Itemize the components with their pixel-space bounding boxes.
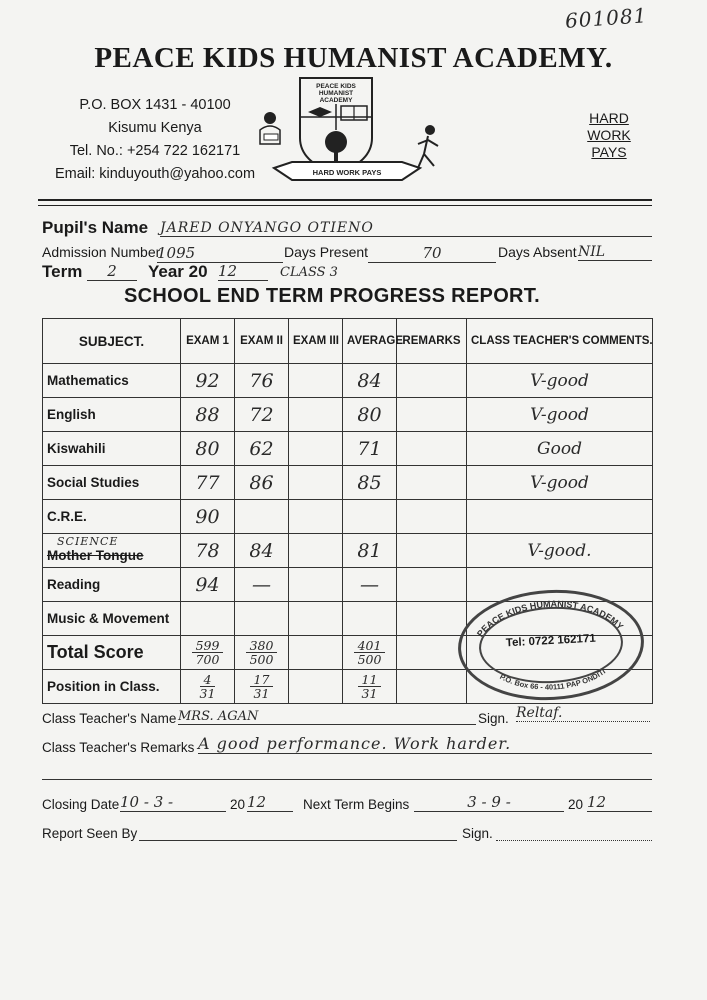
- location: Kisumu Kenya: [108, 120, 202, 136]
- total-exam2-cell: [235, 636, 289, 670]
- exam2-cell: 72: [235, 398, 289, 432]
- remarks-cell: [397, 398, 467, 432]
- exam3-cell: [289, 500, 343, 534]
- table-row: [43, 466, 653, 500]
- comment-cell: V-good: [467, 398, 653, 432]
- email: Email: kinduyouth@yahoo.com: [54, 166, 256, 182]
- motto-line: PAYS: [591, 144, 627, 160]
- stamp-bottom-text: P.O. Box 66 - 40111 PAP ONDITI: [498, 666, 608, 692]
- table-row: [43, 534, 653, 568]
- school-stamp: [455, 585, 647, 705]
- exam3-cell: [289, 534, 343, 568]
- svg-text:PEACE KIDS: PEACE KIDS: [316, 83, 356, 90]
- exam3-cell: [289, 568, 343, 602]
- fraction: [192, 639, 224, 666]
- comment-cell: V-good.: [467, 534, 653, 568]
- pupil-name-value: JARED ONYANGO OTIENO: [160, 220, 652, 237]
- remarks-cell: [397, 500, 467, 534]
- fraction-numerator: 599: [192, 639, 224, 653]
- fraction-numerator: 4: [200, 673, 216, 687]
- fraction-numerator: 17: [250, 673, 274, 687]
- admission-value: 1095: [157, 244, 283, 263]
- column-header: EXAM 1: [181, 319, 235, 364]
- seen-by-row: [42, 826, 652, 846]
- seen-by-label: Report Seen By: [42, 826, 138, 841]
- pupil-name-label: Pupil's Name: [42, 218, 149, 237]
- column-header: REMARKS: [397, 319, 467, 364]
- comment-cell: V-good: [467, 466, 653, 500]
- total-exam1-cell: [181, 636, 235, 670]
- teacher-name-row: [42, 705, 652, 731]
- average-cell: [343, 602, 397, 636]
- next-term-label: Next Term Begins: [303, 797, 410, 812]
- exam3-cell: [289, 602, 343, 636]
- average-cell: 84: [343, 364, 397, 398]
- exam1-cell: 92: [181, 364, 235, 398]
- subject-cell: Social Studies: [43, 466, 181, 500]
- exam2-cell: 84: [235, 534, 289, 568]
- table-header-row: [43, 319, 653, 364]
- position-exam3-cell: [289, 670, 343, 704]
- fraction-numerator: 401: [354, 639, 386, 653]
- teacher-name-value: MRS. AGAN: [178, 709, 476, 725]
- seen-sign-label: Sign.: [462, 826, 493, 841]
- total-score-label: Total Score: [43, 636, 181, 670]
- next-year-value: 12: [587, 793, 652, 812]
- subject-cell: Kiswahili: [43, 432, 181, 466]
- days-present-label: Days Present: [284, 244, 369, 260]
- term-label: Term: [42, 262, 83, 281]
- admission-row: [42, 244, 652, 264]
- column-header: SUBJECT.: [43, 319, 181, 364]
- exam3-cell: [289, 364, 343, 398]
- exam2-cell: 76: [235, 364, 289, 398]
- school-name: PEACE KIDS HUMANIST ACADEMY.: [94, 42, 613, 74]
- motto: [582, 110, 636, 161]
- exam2-cell: 86: [235, 466, 289, 500]
- table-row: [43, 432, 653, 466]
- exam1-cell: 94: [181, 568, 235, 602]
- fraction: [200, 673, 216, 700]
- exam1-cell: 80: [181, 432, 235, 466]
- teacher-signature: Reltaf.: [516, 705, 650, 722]
- term-row: [42, 262, 442, 284]
- closing-year-value: 12: [247, 793, 293, 812]
- subject-correction-note: SCIENCE: [57, 535, 119, 548]
- fraction-denominator: 500: [357, 652, 382, 667]
- exam3-cell: [289, 398, 343, 432]
- motto-line: HARD: [589, 110, 629, 126]
- average-cell: —: [343, 568, 397, 602]
- fraction-denominator: 700: [195, 652, 220, 667]
- total-average-cell: [343, 636, 397, 670]
- fraction: [354, 639, 386, 666]
- year-value: 12: [218, 262, 268, 281]
- svg-text:HUMANIST: HUMANIST: [318, 90, 354, 97]
- remarks-cell: [397, 466, 467, 500]
- exam3-cell: [289, 466, 343, 500]
- column-header: CLASS TEACHER'S COMMENTS.: [467, 319, 653, 364]
- column-header: EXAM II: [235, 319, 289, 364]
- class-value: CLASS 3: [280, 265, 338, 280]
- school-crest-logo: [252, 72, 452, 192]
- svg-text:P.O. Box 66 - 40111 PAP ONDITI: [498, 667, 608, 695]
- table-row: [43, 398, 653, 432]
- remarks-cell: [397, 534, 467, 568]
- column-header: AVERAGE: [343, 319, 397, 364]
- remarks-cell: [397, 364, 467, 398]
- exam1-cell: 88: [181, 398, 235, 432]
- admission-label: Admission Number: [42, 244, 161, 260]
- subject-cell: English: [43, 398, 181, 432]
- days-absent-value: NIL: [578, 244, 652, 261]
- fraction-numerator: 11: [358, 673, 382, 687]
- year-label: Year 20: [148, 262, 208, 281]
- exam1-cell: 77: [181, 466, 235, 500]
- average-cell: 81: [343, 534, 397, 568]
- subject-cell: C.R.E.: [43, 500, 181, 534]
- remarks-continuation-line: [42, 779, 652, 780]
- exam1-cell: [181, 602, 235, 636]
- fraction: [250, 673, 274, 700]
- term-value: 2: [87, 262, 137, 281]
- svg-text:HARD WORK PAYS: HARD WORK PAYS: [312, 168, 382, 177]
- seen-sign-line: [496, 840, 652, 841]
- header-divider-thin: [38, 205, 652, 206]
- closing-year-prefix: 20: [230, 797, 246, 812]
- comment-cell: [467, 500, 653, 534]
- header-divider: [38, 199, 652, 201]
- remarks-cell: [397, 602, 467, 636]
- column-header: EXAM III: [289, 319, 343, 364]
- table-row: [43, 500, 653, 534]
- report-title: SCHOOL END TERM PROGRESS REPORT.: [124, 285, 540, 307]
- exam2-cell: [235, 500, 289, 534]
- contact-block: [40, 94, 270, 186]
- subject-cell: Mathematics: [43, 364, 181, 398]
- teacher-remarks-value: A good performance. Work harder.: [198, 734, 652, 754]
- total-exam3-cell: [289, 636, 343, 670]
- total-remarks-cell: [397, 636, 467, 670]
- exam1-cell: 78: [181, 534, 235, 568]
- position-label: Position in Class.: [43, 670, 181, 704]
- table-row: [43, 364, 653, 398]
- stamp-tel: Tel: 0722 162171: [505, 632, 597, 650]
- average-cell: 71: [343, 432, 397, 466]
- fraction-denominator: 31: [199, 686, 216, 701]
- position-remarks-cell: [397, 670, 467, 704]
- comment-cell: V-good: [467, 364, 653, 398]
- exam2-cell: —: [235, 568, 289, 602]
- fraction-denominator: 31: [253, 686, 270, 701]
- fraction-denominator: 500: [249, 652, 274, 667]
- next-term-value: 3 - 9 -: [414, 793, 564, 812]
- next-year-prefix: 20: [568, 797, 584, 812]
- pupil-name-row: [42, 218, 652, 238]
- motto-line: WORK: [587, 127, 631, 143]
- teacher-name-label: Class Teacher's Name: [42, 711, 177, 726]
- telephone: Tel. No.: +254 722 162171: [69, 143, 241, 159]
- average-cell: [343, 500, 397, 534]
- fraction: [246, 639, 278, 666]
- position-exam1-cell: [181, 670, 235, 704]
- average-cell: 85: [343, 466, 397, 500]
- seen-by-line: [139, 840, 457, 841]
- position-exam2-cell: [235, 670, 289, 704]
- svg-text:ACADEMY: ACADEMY: [319, 97, 353, 104]
- po-box: P.O. BOX 1431 - 40100: [79, 97, 231, 113]
- fraction: [358, 673, 382, 700]
- fraction-numerator: 380: [246, 639, 278, 653]
- fraction-denominator: 31: [361, 686, 378, 701]
- remarks-cell: [397, 568, 467, 602]
- teacher-sign-label: Sign.: [478, 711, 509, 726]
- exam3-cell: [289, 432, 343, 466]
- days-absent-label: Days Absent: [498, 244, 577, 260]
- document-id: 601081: [564, 3, 649, 33]
- dates-row: [42, 793, 652, 817]
- exam2-cell: [235, 602, 289, 636]
- subject-name-struck: Mother Tongue: [47, 548, 144, 563]
- subject-cell: [43, 534, 181, 568]
- days-present-value: 70: [368, 244, 496, 263]
- subject-cell: Reading: [43, 568, 181, 602]
- exam1-cell: 90: [181, 500, 235, 534]
- teacher-remarks-row: [42, 734, 652, 760]
- subject-cell: Music & Movement: [43, 602, 181, 636]
- comment-cell: Good: [467, 432, 653, 466]
- closing-date-value: 10 - 3 -: [120, 793, 226, 812]
- average-cell: 80: [343, 398, 397, 432]
- closing-date-label: Closing Date: [42, 797, 120, 812]
- remarks-cell: [397, 432, 467, 466]
- teacher-remarks-label: Class Teacher's Remarks: [42, 740, 195, 755]
- stamp-top-text: PEACE KIDS HUMANIST ACADEMY: [474, 598, 626, 639]
- position-average-cell: [343, 670, 397, 704]
- exam2-cell: 62: [235, 432, 289, 466]
